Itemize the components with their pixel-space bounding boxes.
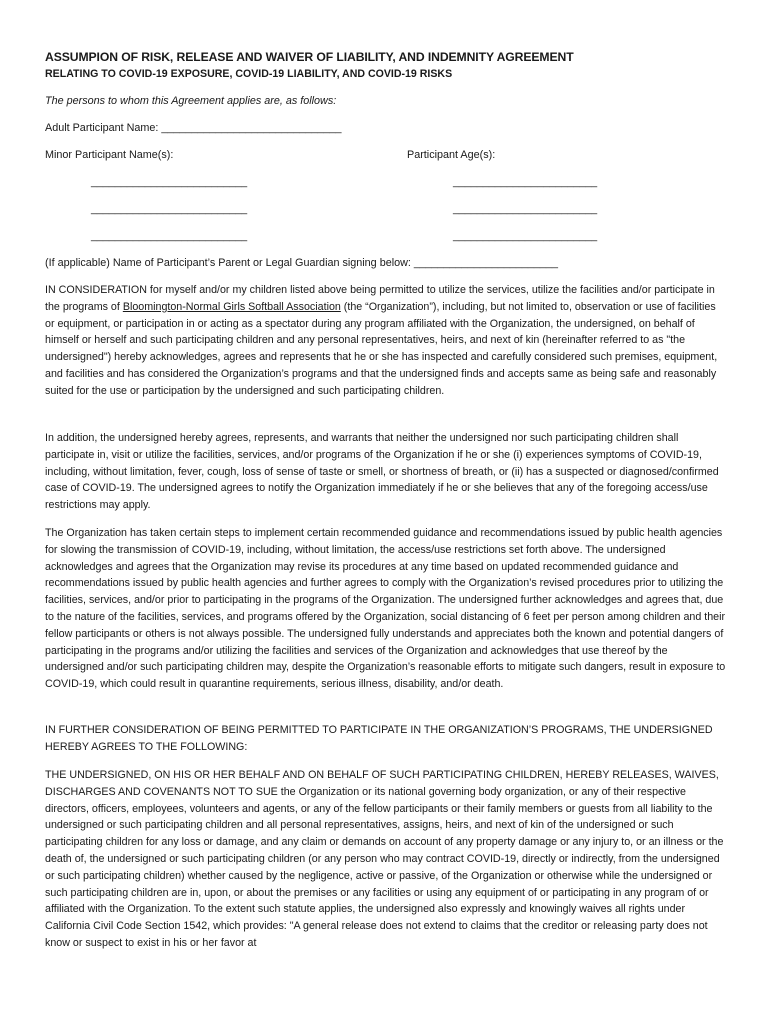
symptoms-paragraph: In addition, the undersigned hereby agrees, represents, and warrants that neither the undersigned nor such participating children shall participate in, visit or utilize the facilities, services, and/or programs of the Organization if he or she (i) experiences symptoms of COVID-19, including, without limitation, fever, cough, loss of sense of taste or smell, or shortness of breath, or (ii) has a suspected or diagnosed/confirmed case of COVID-19. The undersigned agrees to notify the Organization immediately if he or she believes that any of the foregoing access/use restrictions may apply. <box>45 432 719 512</box>
document-subtitle: RELATING TO COVID-19 EXPOSURE, COVID-19 LIABILITY, AND COVID-19 RISKS <box>45 68 453 80</box>
minor-name-blank-3: __________________________ <box>91 230 248 242</box>
participant-age-label: Participant Age(s): <box>407 149 496 161</box>
consideration-paragraph: IN CONSIDERATION for myself and/or my children listed above being permitted to utilize the services, utilize the facilities and/or participate in the programs of Bloomington-Normal Girls Softball Association (the “Organization”), including, but not limited to, observation or use of facilities or equipment, or participation in or acting as a spectator during any program affiliated with the Organization, the undersigned, on behalf of himself or herself and such participating children and any personal representatives, heirs, and next of kin (hereinafter referred to as "the undersigned") hereby acknowledges, agrees and represents that he or she has inspected and carefully considered such premises, equipment, and facilities and has considered the Organization’s programs and that the undersigned finds and accepts same as being safe and reasonably suited for the use or participation by the undersigned and such participating children. <box>45 284 718 397</box>
minor-name-blank-1: __________________________ <box>91 176 248 188</box>
document-title: ASSUMPION OF RISK, RELEASE AND WAIVER OF LIABILITY, AND INDEMNITY AGREEMENT <box>45 50 574 64</box>
further-consideration-paragraph: IN FURTHER CONSIDERATION OF BEING PERMITTED TO PARTICIPATE IN THE ORGANIZATION’S PROGRAMS, THE UNDERSIGNED HEREBY AGREES TO THE FOLLOWING: <box>45 724 713 753</box>
guardian-name-field: (If applicable) Name of Participant’s Parent or Legal Guardian signing below: ________________________ <box>45 257 559 269</box>
age-blank-3: ________________________ <box>453 230 598 242</box>
organization-name: Bloomington-Normal Girls Softball Association <box>122 300 341 313</box>
minor-name-blank-2: __________________________ <box>91 203 248 215</box>
guidance-paragraph: The Organization has taken certain steps to implement certain recommended guidance and recommendations issued by public health agencies for slowing the transmission of COVID-19, including, without limitation, the access/use restrictions set forth above. The undersigned acknowledges and agrees that the Organization may revise its procedures at any time based on updated recommended guidance and recommendations issued by public health agencies and further agrees to comply with the Organization’s revised procedures prior to utilizing the facilities, services, and/or prior to participating in the programs of the Organization. The undersigned further acknowledges and agrees that, due to the nature of the facilities, services, and programs offered by the Organization, social distancing of 6 feet per person among children and their fellow participants or others is not always possible. The undersigned fully understands and appreciates both the known and potential dangers of participating in the programs and/or utilizing the facilities and services of the Organization and acknowledges that use thereof by the undersigned and/or such participating children may, despite the Organization’s reasonable efforts to mitigate such dangers, result in exposure to COVID-19, which could result in quarantine requirements, serious illness, disability, and/or death. <box>45 527 726 691</box>
age-blank-2: ________________________ <box>453 203 598 215</box>
adult-participant-field: Adult Participant Name: ______________________________ <box>45 122 342 134</box>
release-paragraph: THE UNDERSIGNED, ON HIS OR HER BEHALF AND ON BEHALF OF SUCH PARTICIPATING CHILDREN, HEREBY RELEASES, WAIVES, DISCHARGES AND COVENANTS NOT TO SUE the Organization or its national governing body organization, or any of their respective directors, officers, employees, volunteers and agents, or any of the fellow participants or their family members or guests from all liability to the undersigned or such participating children and all personal representatives, assigns, heirs, and next of kin of the undersigned or such participating children for any loss or damage, and any claim or demands on account of any property damage or any injury to, or an illness or the death of, the undersigned or such participating children (or any person who may contract COVID-19, directly or indirectly, from the undersigned or such participating children) whether caused by the negligence, active or passive, of the Organization or otherwise while the undersigned or such participating children are in, upon, or about the premises or any facilities or using any equipment of or participating in any program of or affiliated with the Organization. To the extent such statute applies, the undersigned also expressly and knowingly waives all rights under California Civil Code Section 1542, which provides: "A general release does not extend to claims that the creditor or releasing party does not know or suspect to exist in his or her favor at <box>45 769 724 949</box>
minor-participant-label: Minor Participant Name(s): <box>45 149 174 161</box>
intro-text: The persons to whom this Agreement applies are, as follows: <box>45 95 337 107</box>
age-blank-1: ________________________ <box>453 176 598 188</box>
